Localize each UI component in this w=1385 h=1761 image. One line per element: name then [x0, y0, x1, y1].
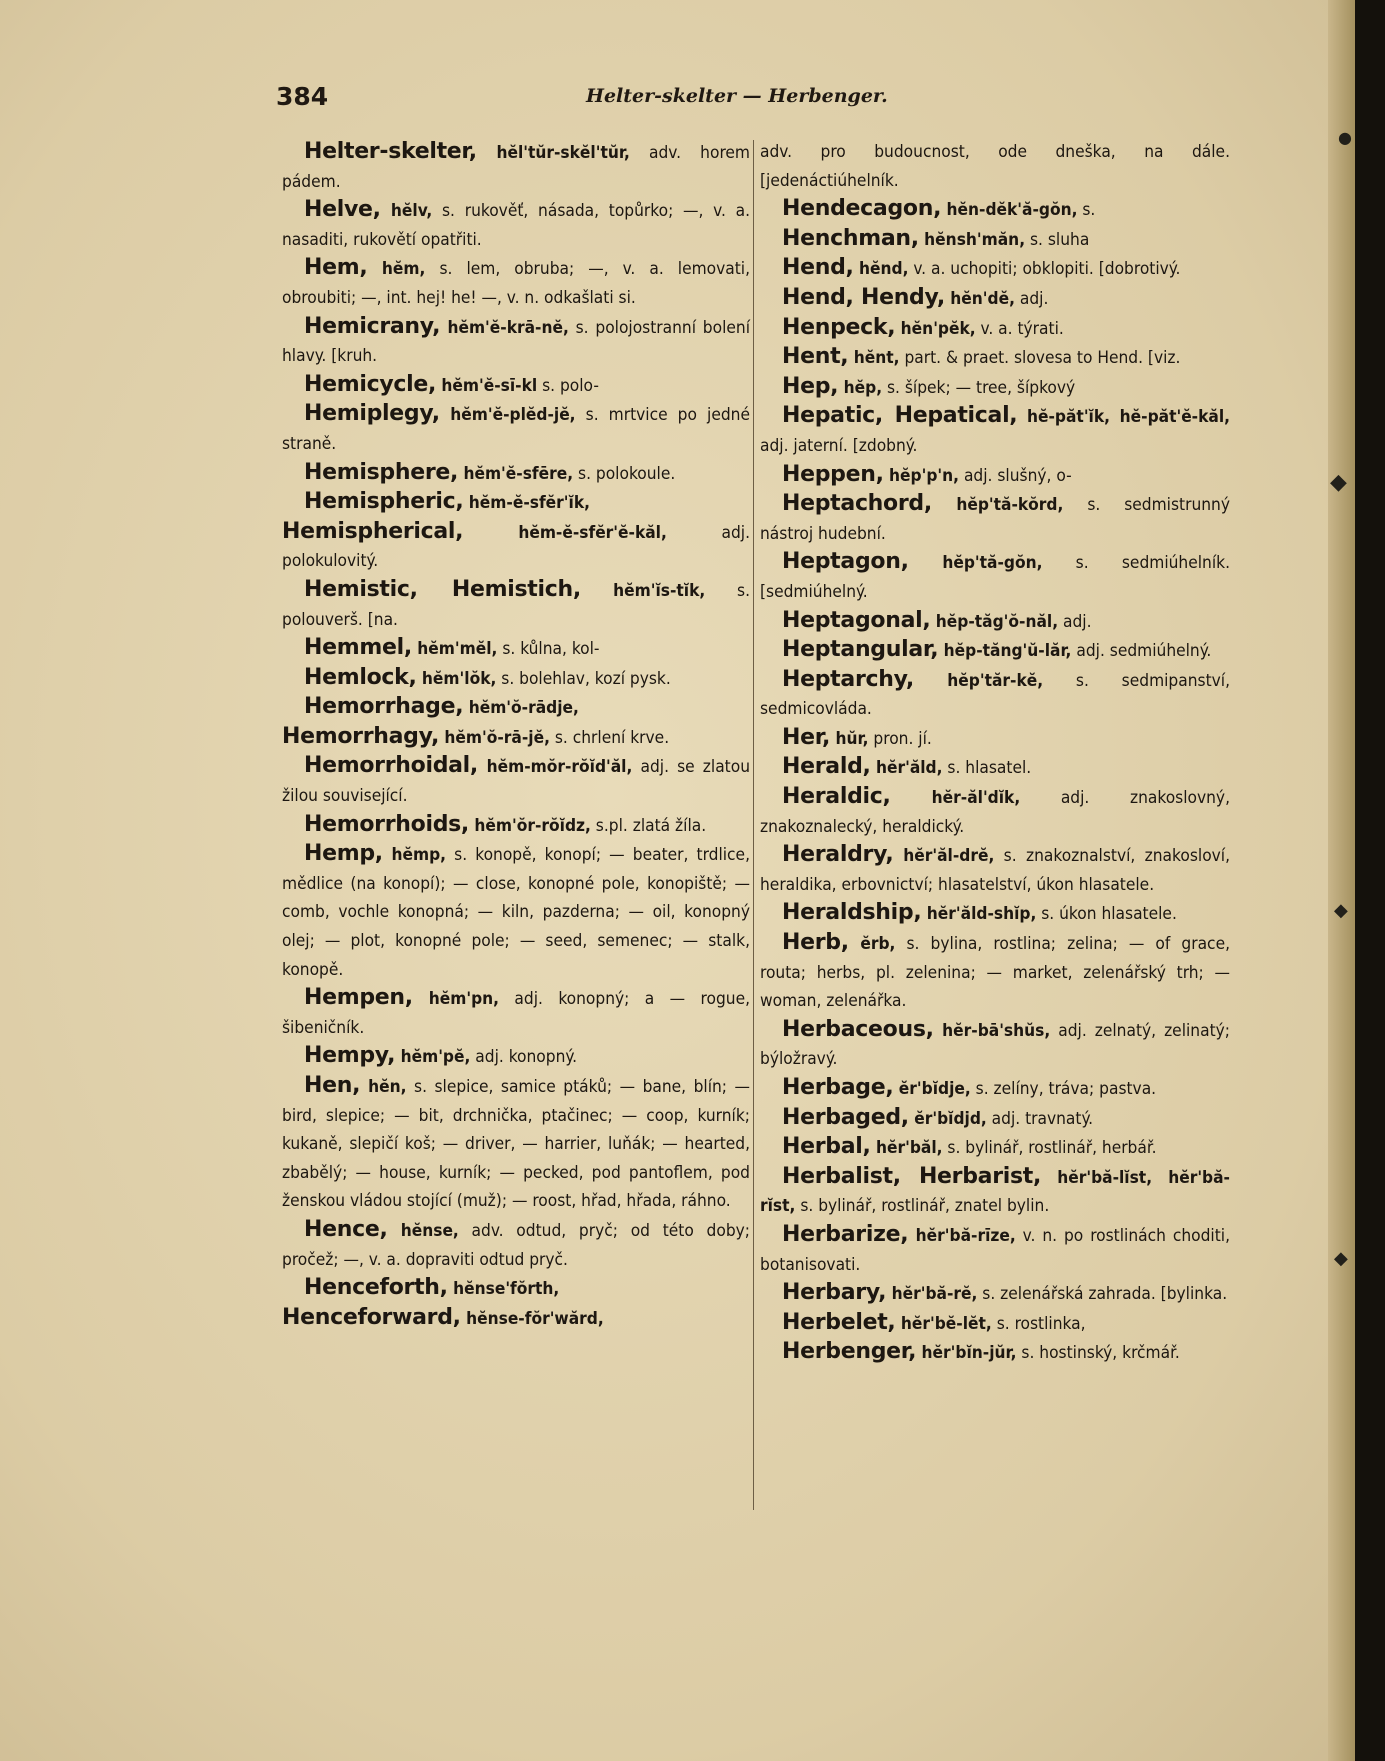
entry-pronunciation: hĕn-dĕk'ă-gŏn, [941, 200, 1078, 221]
dictionary-entry [282, 664, 750, 694]
column-divider [753, 140, 754, 1510]
entry-headword: Helve, [304, 197, 381, 223]
dictionary-entry [282, 518, 750, 576]
entry-definition: s.pl. zlatá žíla. [590, 815, 707, 836]
entry-pronunciation: hĕm'ŏ-rādje, [463, 698, 579, 719]
entry-pronunciation: hĕr'bă-rīze, [908, 1225, 1016, 1246]
dictionary-entry [282, 811, 750, 841]
entry-pronunciation: hĕp, [838, 377, 883, 398]
entry-pronunciation: hĕnse, [387, 1220, 459, 1241]
entry-headword: Hemispheric, [304, 489, 464, 515]
dictionary-entry [760, 783, 1230, 841]
dictionary-entry [760, 666, 1230, 724]
entry-definition: adj. zelnatý, zelinatý; býložravý. [760, 1020, 1230, 1070]
entry-pronunciation: hĕp'tă-gŏn, [908, 553, 1043, 574]
entry-pronunciation: hĕm-ĕ-sfĕr'ĭk, [463, 493, 590, 514]
entry-headword: Hemorrhagy, [282, 723, 440, 749]
entry-pronunciation: hĕr'băl, [870, 1138, 943, 1159]
entry-definition: s. lem, obruba; —, v. a. lemovati, obroubiti; —, int. hej! he! —, v. n. odkašlati si. [282, 259, 751, 308]
entry-pronunciation: hĕm'ŏ-rā-jĕ, [439, 727, 550, 748]
entry-headword: Hence, [304, 1216, 388, 1242]
entry-definition: s. chrlení krve. [549, 727, 670, 748]
entry-headword: Herbarize, [782, 1221, 909, 1247]
entry-definition: s. slepice, samice ptáků; — bane, blín; — bird, slepice; — bit, drchnička, ptačinec; — coop, kurník; kukaně, slepičí koš; — driver, — harrier, luňák; — hearted, zbabělý; — house, kurník; — pecked, pod pantoflem, pod ženskou vládou stojící (muž); — roost, hřad, hřada, ráhno. [282, 1077, 750, 1212]
entry-definition: adj. se zlatou žilou související. [282, 757, 751, 807]
dictionary-entry [760, 1163, 1230, 1221]
entry-headword: Herbalist, Herbarist, [782, 1163, 1042, 1189]
dictionary-entry [282, 138, 750, 196]
entry-definition: s. znakoznalství, znakosloví, heraldika, erbovnictví; hlasatelství, úkon hlasatele. [760, 846, 1231, 895]
entry-pronunciation: hŭr, [830, 728, 869, 749]
dictionary-entry [760, 1133, 1230, 1163]
entry-definition: s. mrtvice po jedné straně. [282, 405, 750, 454]
entry-headword: Hemorrhage, [304, 694, 464, 720]
dictionary-entry [760, 314, 1230, 344]
entry-headword: Hemorrhoidal, [304, 753, 478, 779]
entry-definition: s. rostlinka, [991, 1313, 1086, 1334]
dictionary-entry [760, 402, 1230, 460]
entry-headword: Hemp, [304, 841, 383, 867]
entry-headword: Henceforward, [282, 1304, 461, 1330]
entry-pronunciation: hĕnse'fŏrth, [447, 1279, 560, 1300]
dictionary-entry [760, 607, 1230, 637]
entry-definition: s. zelíny, tráva; pastva. [970, 1079, 1157, 1099]
entry-headword: Hendecagon, [782, 196, 942, 222]
entry-definition: s. sedmipanství, sedmicovláda. [760, 670, 1230, 720]
entry-definition: s. rukověť, násada, topůrko; —, v. a. nasaditi, rukovětí opatřiti. [282, 201, 750, 250]
entry-headword: Hempy, [304, 1043, 396, 1069]
dictionary-entry [760, 841, 1230, 899]
entry-headword: Her, [782, 724, 831, 750]
entry-headword: Herald, [782, 754, 871, 780]
entry-headword: Henpeck, [782, 314, 896, 340]
entry-pronunciation: ĕr'bĭdjd, [908, 1108, 987, 1129]
entry-definition: adj. jaterní. [zdobný. [760, 435, 918, 456]
dictionary-entry [282, 196, 750, 254]
entry-headword: Heptangular, [782, 637, 939, 663]
entry-pronunciation: hĕp'p'n, [883, 465, 960, 486]
entry-pronunciation: hĕ-păt'ĭk, hĕ-păt'ĕ-kăl, [1017, 407, 1230, 428]
dictionary-entry [282, 1072, 750, 1216]
dictionary-entry [760, 138, 1230, 195]
entry-definition: adj. znakoslovný, znakoznalecký, heraldický. [760, 788, 1230, 837]
entry-headword: Herbelet, [782, 1309, 896, 1335]
entry-pronunciation: hĕr'bă-lĭst, hĕr'bă-rĭst, [760, 1167, 1230, 1217]
entry-definition: s. bylinář, rostlinář, herbář. [942, 1138, 1157, 1159]
entry-headword: Heraldry, [782, 842, 894, 868]
entry-definition: adj. [1014, 288, 1049, 309]
entry-headword: Herbary, [782, 1280, 887, 1306]
dictionary-entry [760, 548, 1230, 606]
entry-pronunciation: hĕm'ĕ-krā-nĕ, [440, 317, 569, 338]
entry-pronunciation: hĕm'ĕ-plĕd-jĕ, [439, 405, 576, 426]
dictionary-entry [760, 254, 1230, 284]
entry-definition: s. [1077, 200, 1096, 221]
dictionary-entry [760, 195, 1230, 225]
entry-pronunciation: hĕm'ĕ-sī-kl [436, 375, 538, 396]
entry-pronunciation: hĕlv, [380, 201, 433, 222]
dictionary-entry [282, 1274, 750, 1304]
entry-pronunciation: ĕrb, [848, 934, 896, 955]
entry-definition: v. a. uchopiti; obklopiti. [dobrotivý. [908, 259, 1181, 280]
dictionary-entry [760, 284, 1230, 314]
entry-pronunciation: hĕn'pĕk, [895, 318, 976, 339]
entry-headword: Heptagonal, [782, 607, 931, 633]
dictionary-entry [282, 488, 750, 518]
entry-headword: Hemispherical, [282, 518, 464, 544]
entry-definition: s. bylina, rostlina; zelina; — of grace, routa; herbs, pl. zelenina; — market, zelenářský trh; — woman, zelenářka. [760, 934, 1230, 1012]
page-number: 384 [276, 82, 329, 111]
entry-headword: Herbal, [782, 1134, 871, 1160]
dictionary-entry [760, 461, 1230, 491]
entry-definition: s. polokoule. [573, 463, 676, 484]
entry-pronunciation: hĕnt, [848, 348, 900, 369]
entry-headword: Hem, [304, 255, 368, 281]
entry-pronunciation: hĕr-bā'shŭs, [933, 1020, 1051, 1041]
dictionary-entry [760, 636, 1230, 666]
running-title: Helter-skelter — Herbenger. [586, 85, 888, 107]
entry-pronunciation: hĕnse-fŏr'wărd, [460, 1308, 604, 1329]
entry-headword: Hemmel, [304, 635, 412, 661]
entry-definition: adj. polokulovitý. [282, 522, 750, 572]
entry-definition: s. hlasatel. [942, 758, 1032, 779]
dictionary-entry [760, 1338, 1230, 1368]
entry-definition: s. polo- [537, 375, 599, 396]
dictionary-entry [760, 753, 1230, 783]
entry-definition: adv. pro budoucnost, ode dneška, na dále. [jedenáctiúhelník. [760, 142, 1230, 191]
entry-pronunciation: hĕm'lŏk, [416, 668, 497, 689]
entry-definition: part. & praet. slovesa to Hend. [viz. [899, 348, 1181, 369]
margin-dot-mark: ● [1338, 128, 1352, 147]
dictionary-entry [760, 1104, 1230, 1134]
dictionary-entry [282, 693, 750, 723]
entry-definition: s. úkon hlasatele. [1036, 904, 1177, 925]
entry-definition: adj. sedmiúhelný. [1071, 641, 1212, 662]
entry-definition: adv. odtud, pryč; od této doby; pročež; —, v. a. dopraviti odtud pryč. [282, 1220, 750, 1270]
entry-definition: s. polojostranní bolení hlavy. [kruh. [282, 317, 750, 367]
entry-definition: adj. slušný, o- [959, 465, 1072, 486]
entry-pronunciation: hĕm'ĕ-sfēre, [458, 463, 574, 484]
entry-headword: Hemicrany, [304, 313, 441, 339]
entry-pronunciation: hĕm-ĕ-sfĕr'ĕ-kăl, [463, 522, 667, 543]
entry-pronunciation: hĕp'tăr-kĕ, [914, 670, 1044, 691]
dictionary-entry [760, 343, 1230, 373]
entry-pronunciation: hĕr'ăld, [870, 758, 943, 779]
entry-pronunciation: hĕmp, [382, 845, 447, 866]
dictionary-entry [282, 634, 750, 664]
entry-definition: s. konopě, konopí; — beater, trdlice, mědlice (na konopí); — close, konopné pole, konopiště; — comb, vochle konopná; — kiln, pazderna; — oil, konopný olej; — plot, konopné pole; — seed, semenec; — stalk, konopě. [282, 845, 750, 980]
entry-headword: Hent, [782, 344, 849, 370]
entry-pronunciation: hĕp-tăng'ŭ-lăr, [938, 641, 1072, 662]
entry-headword: Hempen, [304, 985, 413, 1011]
entry-definition: s. sluha [1025, 229, 1090, 250]
entry-pronunciation: hĕm-mŏr-rŏĭd'ăl, [477, 757, 633, 778]
entry-headword: Heptarchy, [782, 666, 914, 692]
entry-headword: Hepatic, Hepatical, [782, 403, 1018, 429]
entry-headword: Hep, [782, 373, 839, 399]
entry-definition: s. sedmiúhelník. [sedmiúhelný. [760, 553, 1231, 602]
dictionary-entry [760, 490, 1230, 548]
entry-pronunciation: hĕr-ăl'dĭk, [890, 788, 1021, 809]
entry-headword: Hen, [304, 1073, 361, 1098]
entry-pronunciation: ĕr'bĭdje, [893, 1079, 971, 1099]
entry-headword: Heraldic, [782, 784, 891, 810]
entry-pronunciation: hĕnsh'măn, [918, 229, 1026, 250]
entry-headword: Herbage, [782, 1075, 894, 1100]
dictionary-entry [282, 723, 750, 753]
entry-headword: Herbaged, [782, 1104, 909, 1130]
entry-headword: Hend, Hendy, [782, 284, 945, 310]
entry-headword: Hend, [782, 255, 854, 281]
entry-pronunciation: hĕm'mĕl, [411, 639, 498, 660]
entry-definition: s. sedmistrunný nástroj hudební. [760, 495, 1230, 544]
right-column [760, 138, 1230, 1368]
entry-pronunciation: hĕm'pn, [412, 989, 500, 1010]
entry-definition: v. n. po rostlinách choditi, botanisovati. [760, 1225, 1230, 1275]
entry-pronunciation: hĕm'pĕ, [395, 1047, 471, 1068]
entry-pronunciation: hĕr'bĕ-lĕt, [895, 1313, 992, 1334]
margin-arrow-mark: ◆ [1330, 470, 1347, 495]
entry-headword: Helter-skelter, [304, 139, 477, 164]
dictionary-entry [282, 459, 750, 489]
dictionary-entry [760, 724, 1230, 754]
dictionary-entry [760, 899, 1230, 929]
dictionary-entry [282, 1042, 750, 1072]
entry-definition: s. šípek; — tree, šípkový [882, 377, 1076, 398]
entry-pronunciation: hĕr'bă-rĕ, [886, 1284, 978, 1305]
entry-pronunciation: hĕm'ŏr-rŏĭdz, [469, 815, 591, 836]
dictionary-entry [760, 373, 1230, 403]
entry-definition: s. hostinský, krčmář. [1016, 1343, 1180, 1364]
entry-definition: adj. travnatý. [986, 1108, 1094, 1129]
entry-headword: Hemorrhoids, [304, 811, 469, 837]
entry-pronunciation: hĕn'dĕ, [944, 288, 1015, 309]
entry-pronunciation: hĕm, [367, 259, 426, 280]
entry-headword: Heptagon, [782, 549, 909, 575]
entry-pronunciation: hĕp'tă-kŏrd, [931, 495, 1064, 516]
entry-pronunciation: hĕm'ĭs-tĭk, [580, 580, 706, 601]
entry-headword: Herbaceous, [782, 1016, 934, 1042]
dictionary-entry [760, 1074, 1230, 1104]
dictionary-entry [760, 1279, 1230, 1309]
dictionary-entry [760, 929, 1230, 1016]
dictionary-entry [282, 1216, 750, 1274]
dictionary-entry [760, 1016, 1230, 1074]
entry-pronunciation: hĕl'tŭr-skĕl'tŭr, [476, 143, 630, 163]
dictionary-entry [282, 984, 750, 1042]
dictionary-entry [282, 1304, 750, 1334]
entry-headword: Henceforth, [304, 1275, 448, 1301]
entry-headword: Henchman, [782, 225, 919, 251]
entry-definition: pron. jí. [868, 728, 932, 749]
entry-pronunciation: hĕr'bĭn-jŭr, [916, 1343, 1017, 1364]
page-edge [1328, 0, 1355, 1761]
entry-headword: Hemicycle, [304, 371, 437, 397]
entry-pronunciation: hĕp-tăg'ŏ-năl, [930, 611, 1059, 632]
entry-definition: adj. [1058, 611, 1092, 632]
entry-pronunciation: hĕr'ăld-shĭp, [921, 904, 1037, 925]
entry-definition: adj. konopný; a — rogue, šibeničník. [282, 989, 750, 1038]
entry-headword: Heraldship, [782, 900, 922, 926]
entry-headword: Hemistic, Hemistich, [304, 576, 581, 602]
entry-definition: s. bylinář, rostlinář, znatel bylin. [795, 1196, 1050, 1217]
entry-pronunciation: hĕr'ăl-drĕ, [893, 846, 995, 867]
dictionary-entry [282, 576, 750, 634]
dictionary-entry [282, 371, 750, 401]
dictionary-entry [282, 254, 750, 312]
entry-definition: adv. horem pádem. [282, 143, 751, 192]
entry-headword: Herbenger, [782, 1339, 917, 1365]
entry-definition: adj. konopný. [470, 1047, 577, 1068]
dictionary-entry [282, 840, 750, 984]
dictionary-entry [282, 752, 750, 810]
entry-definition: s. polouverš. [na. [282, 580, 750, 630]
dictionary-entry [760, 225, 1230, 255]
margin-diamond-mark-lower: ◆ [1334, 1248, 1348, 1269]
dictionary-entry [282, 313, 750, 371]
entry-headword: Heppen, [782, 461, 884, 487]
entry-headword: Herb, [782, 930, 849, 956]
entry-definition: s. bolehlav, kozí pysk. [496, 668, 671, 689]
left-column [282, 138, 750, 1333]
entry-headword: Hemiplegy, [304, 401, 440, 427]
dictionary-entry [760, 1221, 1230, 1279]
entry-pronunciation: hĕn, [360, 1077, 407, 1097]
dictionary-entry [760, 1309, 1230, 1339]
entry-headword: Heptachord, [782, 491, 932, 517]
entry-headword: Hemisphere, [304, 459, 459, 485]
page-header [276, 82, 956, 116]
book-spine [1355, 0, 1385, 1761]
entry-definition: s. kůlna, kol- [497, 639, 600, 660]
entry-headword: Hemlock, [304, 664, 417, 690]
dictionary-entry [282, 400, 750, 458]
entry-pronunciation: hĕnd, [853, 259, 909, 280]
entry-definition: v. a. týrati. [975, 318, 1064, 339]
margin-diamond-mark: ◆ [1334, 900, 1348, 921]
entry-definition: s. zelenářská zahrada. [bylinka. [977, 1284, 1228, 1305]
